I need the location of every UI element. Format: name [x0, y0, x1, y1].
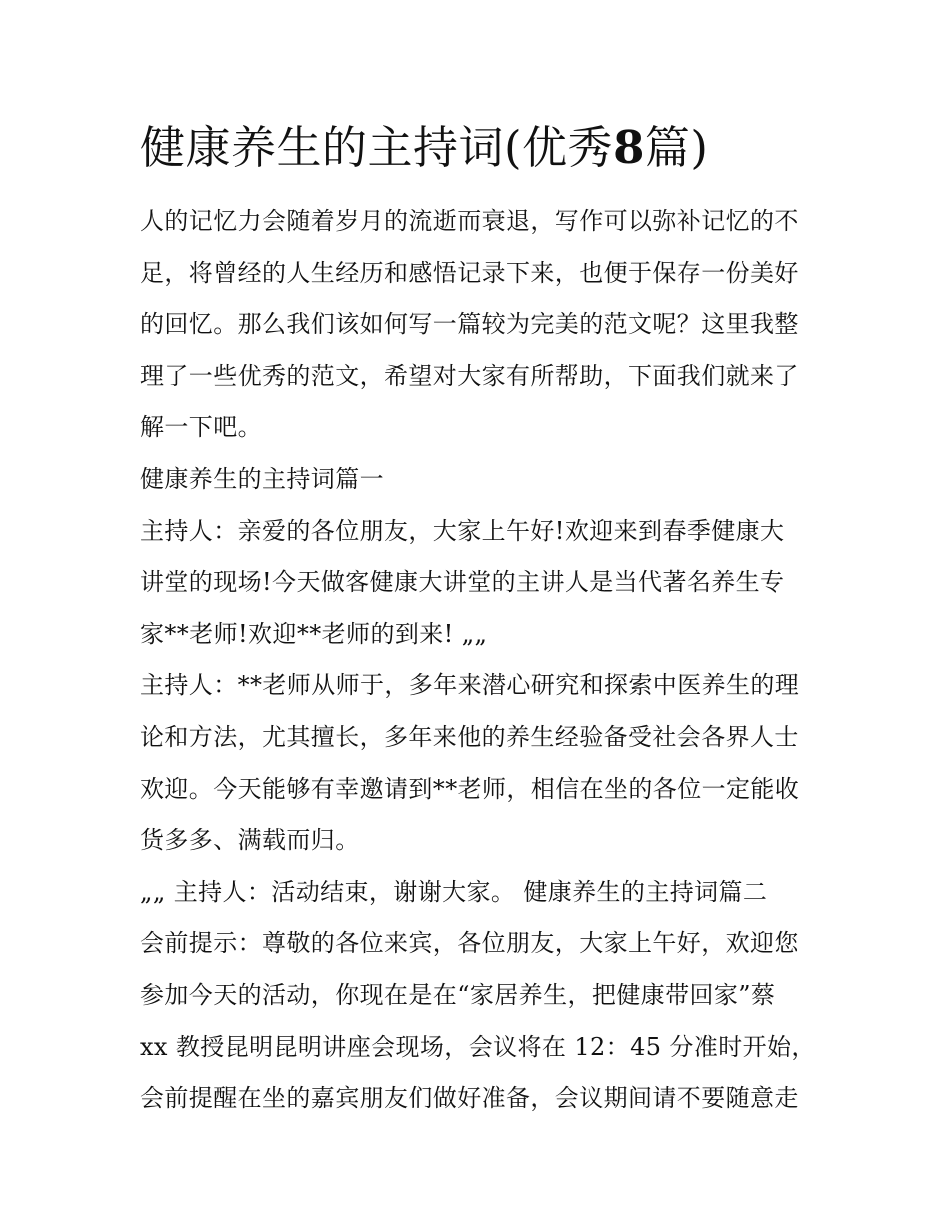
body-line: 家**老师!欢迎**老师的到来! „„ — [140, 619, 488, 648]
body-line: 主持人：**老师从师于，多年来潜心研究和探索中医养生的理 — [140, 671, 800, 700]
body-line: 足，将曾经的人生经历和感悟记录下来，也便于保存一份美好 — [140, 258, 799, 287]
body-line: 讲堂的现场!今天做客健康大讲堂的主讲人是当代著名养生专 — [140, 568, 785, 597]
body-line: 欢迎。今天能够有幸邀请到**老师，相信在坐的各位一定能收 — [140, 774, 800, 803]
body-line: 论和方法，尤其擅长，多年来他的养生经验备受社会各界人士 — [140, 722, 799, 751]
body-line: 参加今天的活动，你现在是在“家居养生，把健康带回家”蔡 — [140, 980, 776, 1009]
title-number: 8 — [613, 121, 645, 174]
body-line: 会前提醒在坐的嘉宾朋友们做好准备，会议期间请不要随意走 — [140, 1084, 799, 1113]
title-main: 健康养生的主持词(优秀 — [140, 121, 614, 174]
title-end: 篇) — [644, 121, 709, 174]
body-line: xx 教授昆明昆明讲座会现场，会议将在 12：45 分准时开始， — [140, 1032, 816, 1061]
body-line: 人的记忆力会随着岁月的流逝而衰退，写作可以弥补记忆的不 — [140, 207, 799, 235]
body-line: 解一下吧。 — [140, 413, 262, 442]
body-line: 主持人：亲爱的各位朋友，大家上午好!欢迎来到春季健康大 — [140, 516, 785, 545]
document-title — [140, 118, 840, 178]
body-line: 的回忆。那么我们该如何写一篇较为完美的范文呢？这里我整 — [140, 310, 799, 339]
body-line: 理了一些优秀的范文，希望对大家有所帮助，下面我们就来了 — [140, 361, 799, 390]
document-body — [140, 196, 815, 1125]
section-heading-1: 健康养生的主持词篇一 — [140, 464, 384, 493]
body-line: „„ 主持人：活动结束，谢谢大家。 健康养生的主持词篇二 — [140, 877, 768, 906]
body-line: 货多多、满载而归。 — [140, 826, 360, 855]
body-line: 会前提示：尊敬的各位来宾，各位朋友，大家上午好，欢迎您 — [140, 929, 799, 958]
